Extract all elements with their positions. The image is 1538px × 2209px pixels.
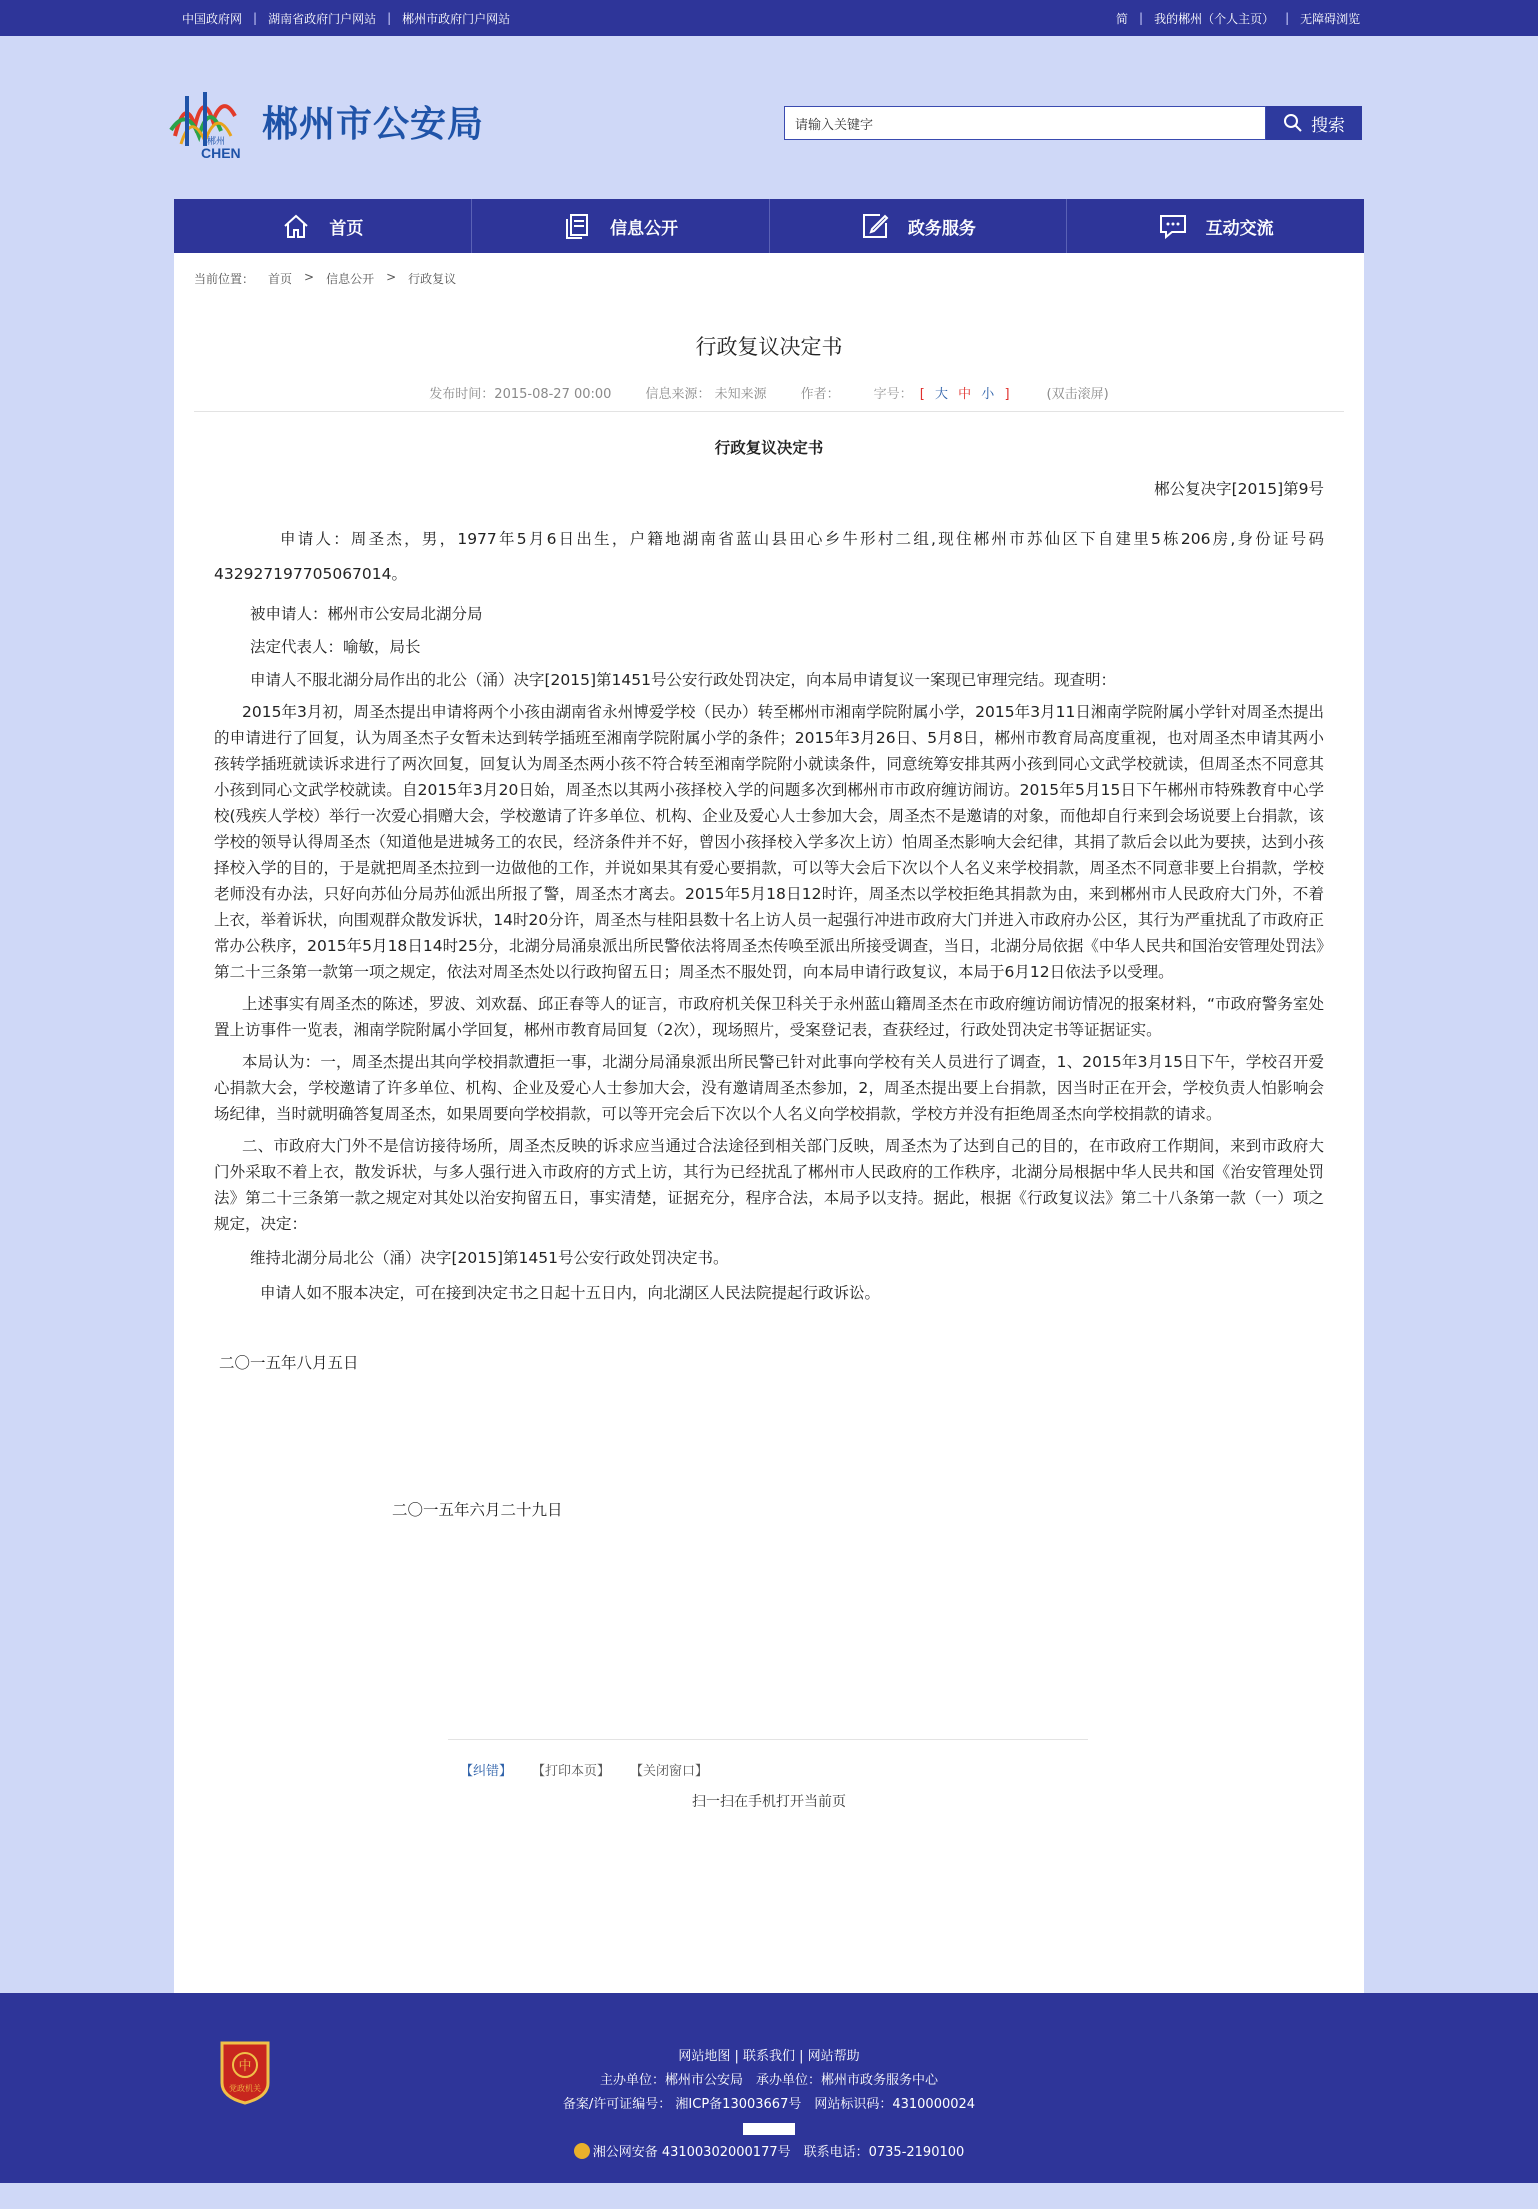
nav-item-interaction[interactable] — [1067, 199, 1364, 253]
document-subtitle: 行政复议决定书 — [714, 439, 824, 457]
article-tools — [448, 1739, 1088, 1779]
footer-icp: 备案/许可证编号： 湘ICP备13003667号 网站标识码：4310000024 — [562, 2097, 976, 2112]
top-link-chenzhou[interactable]: 郴州市政府门户网站 — [402, 11, 511, 26]
article-meta — [174, 383, 1364, 402]
separator: | — [253, 11, 258, 25]
svg-text:郴州: 郴州 — [207, 136, 226, 146]
evidence-paragraph: 上述事实有周圣杰的陈述，罗波、刘欢磊、邱正春等人的证言，市政府机关保卫科关于永州蓝山籍周圣杰在市政府缠访闹访情况的报案材料，“市政府警务室处置上访事件一览表，湘南学院附属小学回复，郴州市教育局回复（2次），现场照片，受案登记表，查获经过，行政处罚决定书等证据证实。 — [214, 995, 1324, 1039]
svg-text:CHEN: CHEN — [201, 145, 241, 160]
nav-item-label: 政务服务 — [907, 218, 976, 239]
date-decision: 二〇一五年六月二十九日 — [392, 1501, 563, 1519]
font-size-small[interactable]: 小 — [981, 387, 995, 402]
site-title: 郴州市公安局 — [262, 104, 485, 145]
document-icon — [562, 211, 592, 241]
search-button-label: 搜索 — [1311, 115, 1345, 136]
nav-item-service[interactable] — [770, 199, 1068, 253]
nav-item-info[interactable] — [472, 199, 770, 253]
respondent-paragraph: 被申请人：郴州市公安局北湖分局 — [250, 605, 483, 623]
breadcrumb-separator: > — [304, 270, 315, 284]
search-button[interactable] — [1266, 106, 1362, 140]
font-size-close-bracket: ] — [1004, 387, 1010, 402]
breadcrumb-current[interactable]: 行政复议 — [408, 272, 457, 286]
search-icon — [1283, 113, 1303, 133]
site-id-logo-icon — [743, 2123, 795, 2135]
nav-item-label: 互动交流 — [1205, 218, 1274, 239]
nav-item-home[interactable] — [174, 199, 472, 253]
facts-paragraph: 2015年3月初，周圣杰提出申请将两个小孩由湖南省永州博爱学校（民办）转至郴州市湘南学院附属小学，2015年3月11日湘南学院附属小学针对周圣杰提出的申请进行了回复，认为周圣杰子女暂未达到转学插班至湘南学院附属小学的条件；2015年3月26日、5月8日，郴州市教育局高度重视，也对周圣杰申请其两小孩转学插班就读诉求进行了两次回复，回复认为周圣杰两小孩不符合转至湘南学院附小就读条件，同意统筹安排其两小孩到同心文武学校就读，但周圣杰不同意其小孩到同心文武学校就读。自2015年3月20日始，周圣杰以其两小孩择校入学的问题多次到郴州市市政府缠访闹访。2015年5月15日下午郴州市特殊教育中心学校(残疾人学校）举行一次爱心捐赠大会，学校邀请了许多单位、机构、企业及爱心人士参加大会，周圣杰不是邀请的对象，而他却自行来到会场说要上台捐款，该学校的领导认得周圣杰（知道他是进城务工的农民，经济条件并不好，曾因小孩择校入学多次上访）怕周圣杰影响大会纪律，其捐了款后会以此为要挟，达到小孩择校入学的目的，于是就把周圣杰拉到一边做他的工作，并说如果其有爱心要捐款，可以等大会后下次以个人名义来学校捐款，周圣杰不同意非要上台捐款，学校老师没有办法，只好向苏仙分局苏仙派出所报了警，周圣杰才离去。2015年5月18日12时许，周圣杰以学校拒绝其捐款为由，来到郴州市人民政府大门外，不着上衣，举着诉状，向围观群众散发诉状，14时20分许，周圣杰与桂阳县数十名上访人员一起强行冲进市政府大门并进入市政府办公区，其行为严重扰乱了市政府正常办公秩序，2015年5月18日14时25分，北湖分局涌泉派出所民警依法将周圣杰传唤至派出所接受调查，当日，北湖分局依据《中华人民共和国治安管理处罚法》第二十三条第一款第一项之规定，依法对周圣杰处以行政拘留五日；周圣杰不服处罚，向本局申请行政复议，本局于6月12日依法予以受理。 — [214, 703, 1324, 981]
finding-one-paragraph: 本局认为：一，周圣杰提出其向学校捐款遭拒一事，北湖分局涌泉派出所民警已针对此事向学校有关人员进行了调查，1、2015年3月15日下午，学校召开爱心捐款大会，学校邀请了许多单位、机构、企业及爱心人士参加大会，没有邀请周圣杰参加，2，周圣杰提出要上台捐款，因当时正在开会，学校负责人怕影响会场纪律，当时就明确答复周圣杰，如果周要向学校捐款，可以等开完会后下次以个人名义向学校捐款，学校方并没有拒绝周圣杰向学校捐款的请求。 — [214, 1053, 1324, 1123]
appeal-paragraph: 申请人如不服本决定，可在接到决定书之日起十五日内，向北湖区人民法院提起行政诉讼。 — [260, 1284, 881, 1302]
police-emblem-icon — [574, 2143, 590, 2159]
chat-icon — [1158, 211, 1188, 241]
qr-scan-note: 扫一扫在手机打开当前页 — [692, 1794, 846, 1810]
svg-text:中: 中 — [238, 2058, 252, 2073]
svg-text:党政机关: 党政机关 — [229, 2084, 261, 2093]
author: 作者： — [800, 387, 840, 402]
footer — [0, 1993, 1538, 2183]
search-bar — [784, 106, 1362, 140]
breadcrumb-home[interactable]: 首页 — [268, 272, 293, 286]
content-panel — [174, 253, 1364, 1993]
decision-paragraph: 维持北湖分局北公（涌）决字[2015]第1451号公安行政处罚决定书。 — [250, 1249, 729, 1267]
nav-item-label: 信息公开 — [610, 218, 679, 239]
footer-host: 主办单位：郴州市公安局 承办单位：郴州市政务服务中心 — [599, 2073, 938, 2088]
simplified-chinese-link[interactable]: 简 — [1116, 11, 1129, 26]
print-page-link[interactable]: 【打印本页】 — [532, 1764, 611, 1779]
font-size-label: 字号： — [873, 387, 913, 402]
article-title: 行政复议决定书 — [695, 335, 843, 359]
main-nav — [174, 199, 1364, 253]
double-click-scroll: (双击滚屏) — [1046, 387, 1109, 402]
separator: | — [387, 11, 392, 25]
separator: | — [1139, 11, 1144, 25]
correct-error-link[interactable]: 【纠错】 — [460, 1764, 513, 1779]
footer-links[interactable]: 网站地图 | 联系我们 | 网站帮助 — [678, 2049, 860, 2064]
separator: | — [1285, 11, 1290, 25]
home-icon — [281, 211, 311, 241]
edit-icon — [860, 211, 890, 241]
date-signed: 二〇一五年八月五日 — [219, 1354, 359, 1372]
breadcrumb-prefix: 当前位置： — [194, 272, 255, 286]
search-input[interactable] — [784, 106, 1266, 140]
breadcrumb-info[interactable]: 信息公开 — [326, 272, 375, 286]
font-size-control — [874, 383, 1013, 402]
document-number: 郴公复决字[2015]第9号 — [1154, 480, 1324, 498]
close-window-link[interactable]: 【关闭窗口】 — [630, 1764, 709, 1779]
nav-item-label: 首页 — [329, 218, 364, 239]
chenzhou-logo-icon[interactable] — [165, 86, 247, 160]
font-size-medium[interactable]: 中 — [958, 387, 972, 402]
font-size-open-bracket: [ — [919, 387, 925, 402]
footer-info — [0, 2045, 1538, 2165]
top-link-hunan[interactable]: 湖南省政府门户网站 — [268, 11, 377, 26]
accessibility-link[interactable]: 无障碍浏览 — [1300, 11, 1361, 26]
legal-representative: 法定代表人：喻敏，局长 — [250, 638, 421, 656]
top-right-links — [1116, 0, 1360, 36]
bottom-strip — [0, 2183, 1538, 2209]
applicant-paragraph: 申请人：周圣杰，男，1977年5月6日出生，户籍地湖南省蓝山县田心乡牛形村二组,现住郴州市苏仙区下自建里5栋206房,身份证号码432927197705067014。 — [214, 530, 1324, 583]
breadcrumb-separator: > — [386, 270, 397, 284]
font-size-large[interactable]: 大 — [934, 387, 948, 402]
info-source: 信息来源： 未知来源 — [645, 387, 767, 402]
my-chenzhou-link[interactable]: 我的郴州（个人主页） — [1154, 11, 1275, 26]
top-links — [182, 0, 510, 36]
finding-two-paragraph: 二、市政府大门外不是信访接待场所，周圣杰反映的诉求应当通过合法途径到相关部门反映，周圣杰为了达到自己的目的，在市政府工作期间，来到市政府大门外采取不着上衣，散发诉状，与多人强行进入市政府的方式上访，其行为已经扰乱了郴州市人民政府的工作秩序，北湖分局根据中华人民共和国《治安管理处罚法》第二十三条第一款之规定对其处以治安拘留五日，事实清楚，证据充分，程序合法，本局予以支持。据此，根据《行政复议法》第二十八条第一款（一）项之规定，决定： — [214, 1137, 1324, 1233]
publish-time: 发布时间：2015-08-27 00:00 — [429, 387, 612, 402]
intro-paragraph: 申请人不服北湖分局作出的北公（涌）决字[2015]第1451号公安行政处罚决定，向本局申请复议一案现已审理完结。现查明： — [250, 671, 1116, 689]
breadcrumb — [194, 270, 456, 287]
article-body — [214, 423, 1324, 1524]
footer-police-record: 湘公网安备 43100302000177号 联系电话：0735-2190100 — [592, 2145, 965, 2160]
top-bar — [0, 0, 1538, 36]
divider — [194, 411, 1344, 412]
top-link-gov[interactable]: 中国政府网 — [182, 11, 243, 26]
